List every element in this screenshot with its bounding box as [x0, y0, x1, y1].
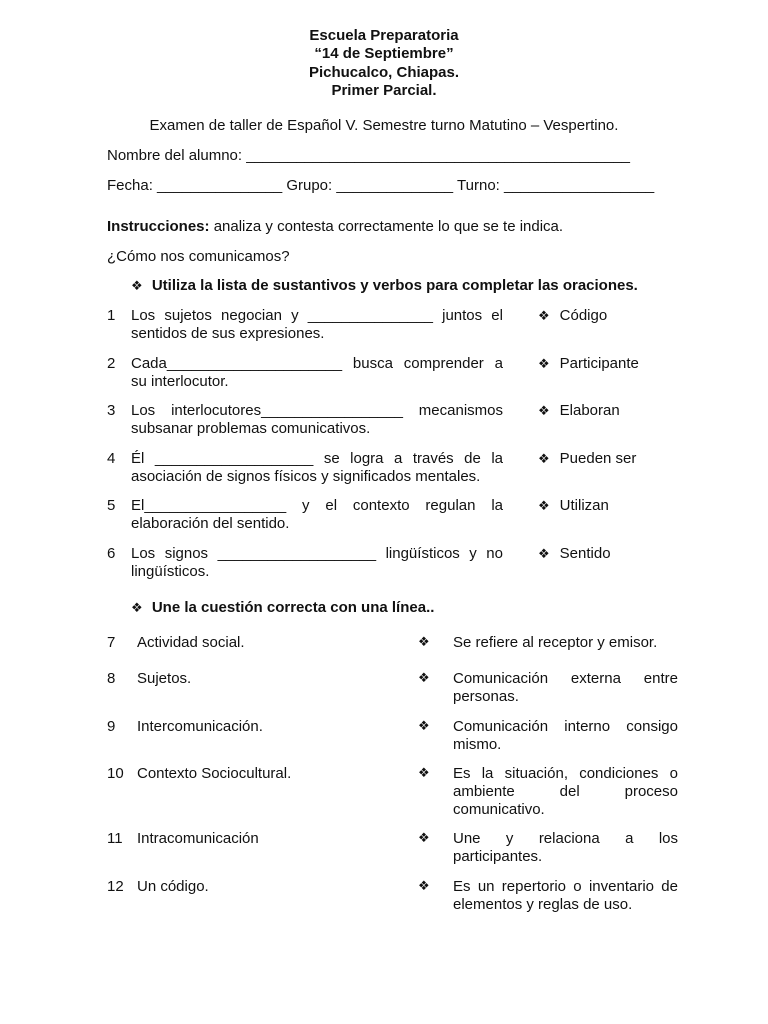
school-place: Pichucalco, Chiapas. — [308, 64, 460, 81]
word-bank-item — [538, 450, 636, 467]
diamond-bullet-icon: ❖ — [418, 634, 430, 649]
item-number: 2 — [107, 355, 116, 372]
exam-subtitle: Examen de taller de Español V. Semestre turno Matutino – Vespertino. — [149, 117, 619, 134]
item-text — [131, 307, 503, 343]
definition-text — [453, 878, 678, 914]
definition-line: comunicativo. — [453, 801, 545, 818]
section2-title-text: Une la cuestión correcta con una línea.. — [151, 599, 435, 616]
diamond-bullet-icon: ❖ — [418, 765, 430, 780]
definition-text — [453, 718, 678, 754]
definition-line: mismo. — [453, 736, 502, 753]
item-number: 10 — [107, 765, 124, 782]
item-line: Cada_____________________ busca comprender a — [131, 355, 503, 372]
item-line: lingüísticos. — [131, 563, 210, 580]
item-number: 7 — [107, 634, 116, 651]
word-label: Utilizan — [559, 497, 609, 514]
word-label: Elaboran — [559, 402, 620, 419]
item-line: sentidos de sus expresiones. — [131, 325, 325, 342]
item-number: 3 — [107, 402, 116, 419]
item-line: Él ___________________ se logra a través de la — [131, 450, 503, 467]
item-line: El_________________ y el contexto regulan la — [131, 497, 503, 514]
diamond-bullet-icon: ❖ — [131, 278, 143, 293]
definition-line: elementos y reglas de uso. — [453, 896, 633, 913]
diamond-bullet-icon: ❖ — [418, 670, 430, 685]
concept-label: Un código. — [137, 878, 209, 895]
exam-partial: Primer Parcial. — [331, 82, 437, 99]
section2-title — [131, 599, 434, 616]
definition-line: Comunicación externa entre — [453, 670, 678, 687]
item-line: Los interlocutores_________________ mecanismos — [131, 402, 503, 419]
definition-line: Es la situación, condiciones o — [453, 765, 678, 782]
word-bank-item — [538, 355, 639, 372]
concept-label: Sujetos. — [137, 670, 192, 687]
concept-label: Contexto Sociocultural. — [137, 765, 292, 782]
item-number: 9 — [107, 718, 116, 735]
diamond-bullet-icon: ❖ — [538, 451, 550, 466]
item-line: elaboración del sentido. — [131, 515, 290, 532]
item-number: 4 — [107, 450, 116, 467]
definition-text — [453, 670, 678, 706]
section1-title — [131, 277, 638, 294]
word-bank-item — [538, 402, 620, 419]
definition-line: participantes. — [453, 848, 543, 865]
school-title: Escuela Preparatoria — [309, 27, 459, 44]
definition-line: Se refiere al receptor y emisor. — [453, 634, 658, 651]
instructions — [107, 218, 563, 235]
item-text — [131, 355, 503, 391]
definition-text — [453, 765, 678, 819]
item-text — [131, 450, 503, 486]
definition-line: ambiente del proceso — [453, 783, 678, 800]
item-line: subsanar problemas comunicativos. — [131, 420, 371, 437]
definition-line: personas. — [453, 688, 519, 705]
item-text — [131, 545, 503, 581]
item-text — [131, 497, 503, 533]
school-name: “14 de Septiembre” — [314, 45, 454, 62]
student-name-field: Nombre del alumno: ______________________________________________ — [107, 147, 630, 164]
section1-title-text: Utiliza la lista de sustantivos y verbos para completar las oraciones. — [151, 277, 638, 294]
question-heading: ¿Cómo nos comunicamos? — [107, 248, 290, 265]
item-number: 11 — [107, 830, 123, 847]
definition-line: Une y relaciona a los — [453, 830, 678, 847]
word-bank-item — [538, 545, 611, 562]
diamond-bullet-icon: ❖ — [418, 830, 430, 845]
word-bank-item — [538, 497, 609, 514]
item-line: asociación de signos físicos y significados mentales. — [131, 468, 481, 485]
date-group-turn-field: Fecha: _______________ Grupo: ______________ Turno: __________________ — [107, 177, 655, 194]
item-number: 12 — [107, 878, 124, 895]
diamond-bullet-icon: ❖ — [538, 403, 550, 418]
word-label: Pueden ser — [559, 450, 637, 467]
diamond-bullet-icon: ❖ — [538, 546, 550, 561]
word-label: Participante — [559, 355, 639, 372]
concept-label: Intracomunicación — [137, 830, 259, 847]
item-line: Los signos ___________________ lingüísticos y no — [131, 545, 503, 562]
diamond-bullet-icon: ❖ — [538, 308, 550, 323]
definition-line: Es un repertorio o inventario de — [453, 878, 678, 895]
diamond-bullet-icon: ❖ — [538, 356, 550, 371]
item-line: su interlocutor. — [131, 373, 229, 390]
item-number: 1 — [107, 307, 116, 324]
definition-text — [453, 634, 678, 652]
concept-label: Intercomunicación. — [137, 718, 263, 735]
diamond-bullet-icon: ❖ — [418, 718, 430, 733]
item-line: Los sujetos negocian y _______________ juntos el — [131, 307, 503, 324]
diamond-bullet-icon: ❖ — [418, 878, 430, 893]
item-number: 8 — [107, 670, 116, 687]
word-label: Sentido — [559, 545, 611, 562]
item-number: 6 — [107, 545, 116, 562]
item-text — [131, 402, 503, 438]
instructions-text: analiza y contesta correctamente lo que se te indica. — [209, 218, 564, 235]
instructions-label: Instrucciones: — [107, 218, 210, 235]
concept-label: Actividad social. — [137, 634, 245, 651]
definition-line: Comunicación interno consigo — [453, 718, 678, 735]
word-label: Código — [559, 307, 608, 324]
diamond-bullet-icon: ❖ — [131, 600, 143, 615]
word-bank-item — [538, 307, 607, 324]
item-number: 5 — [107, 497, 116, 514]
definition-text — [453, 830, 678, 866]
diamond-bullet-icon: ❖ — [538, 498, 550, 513]
